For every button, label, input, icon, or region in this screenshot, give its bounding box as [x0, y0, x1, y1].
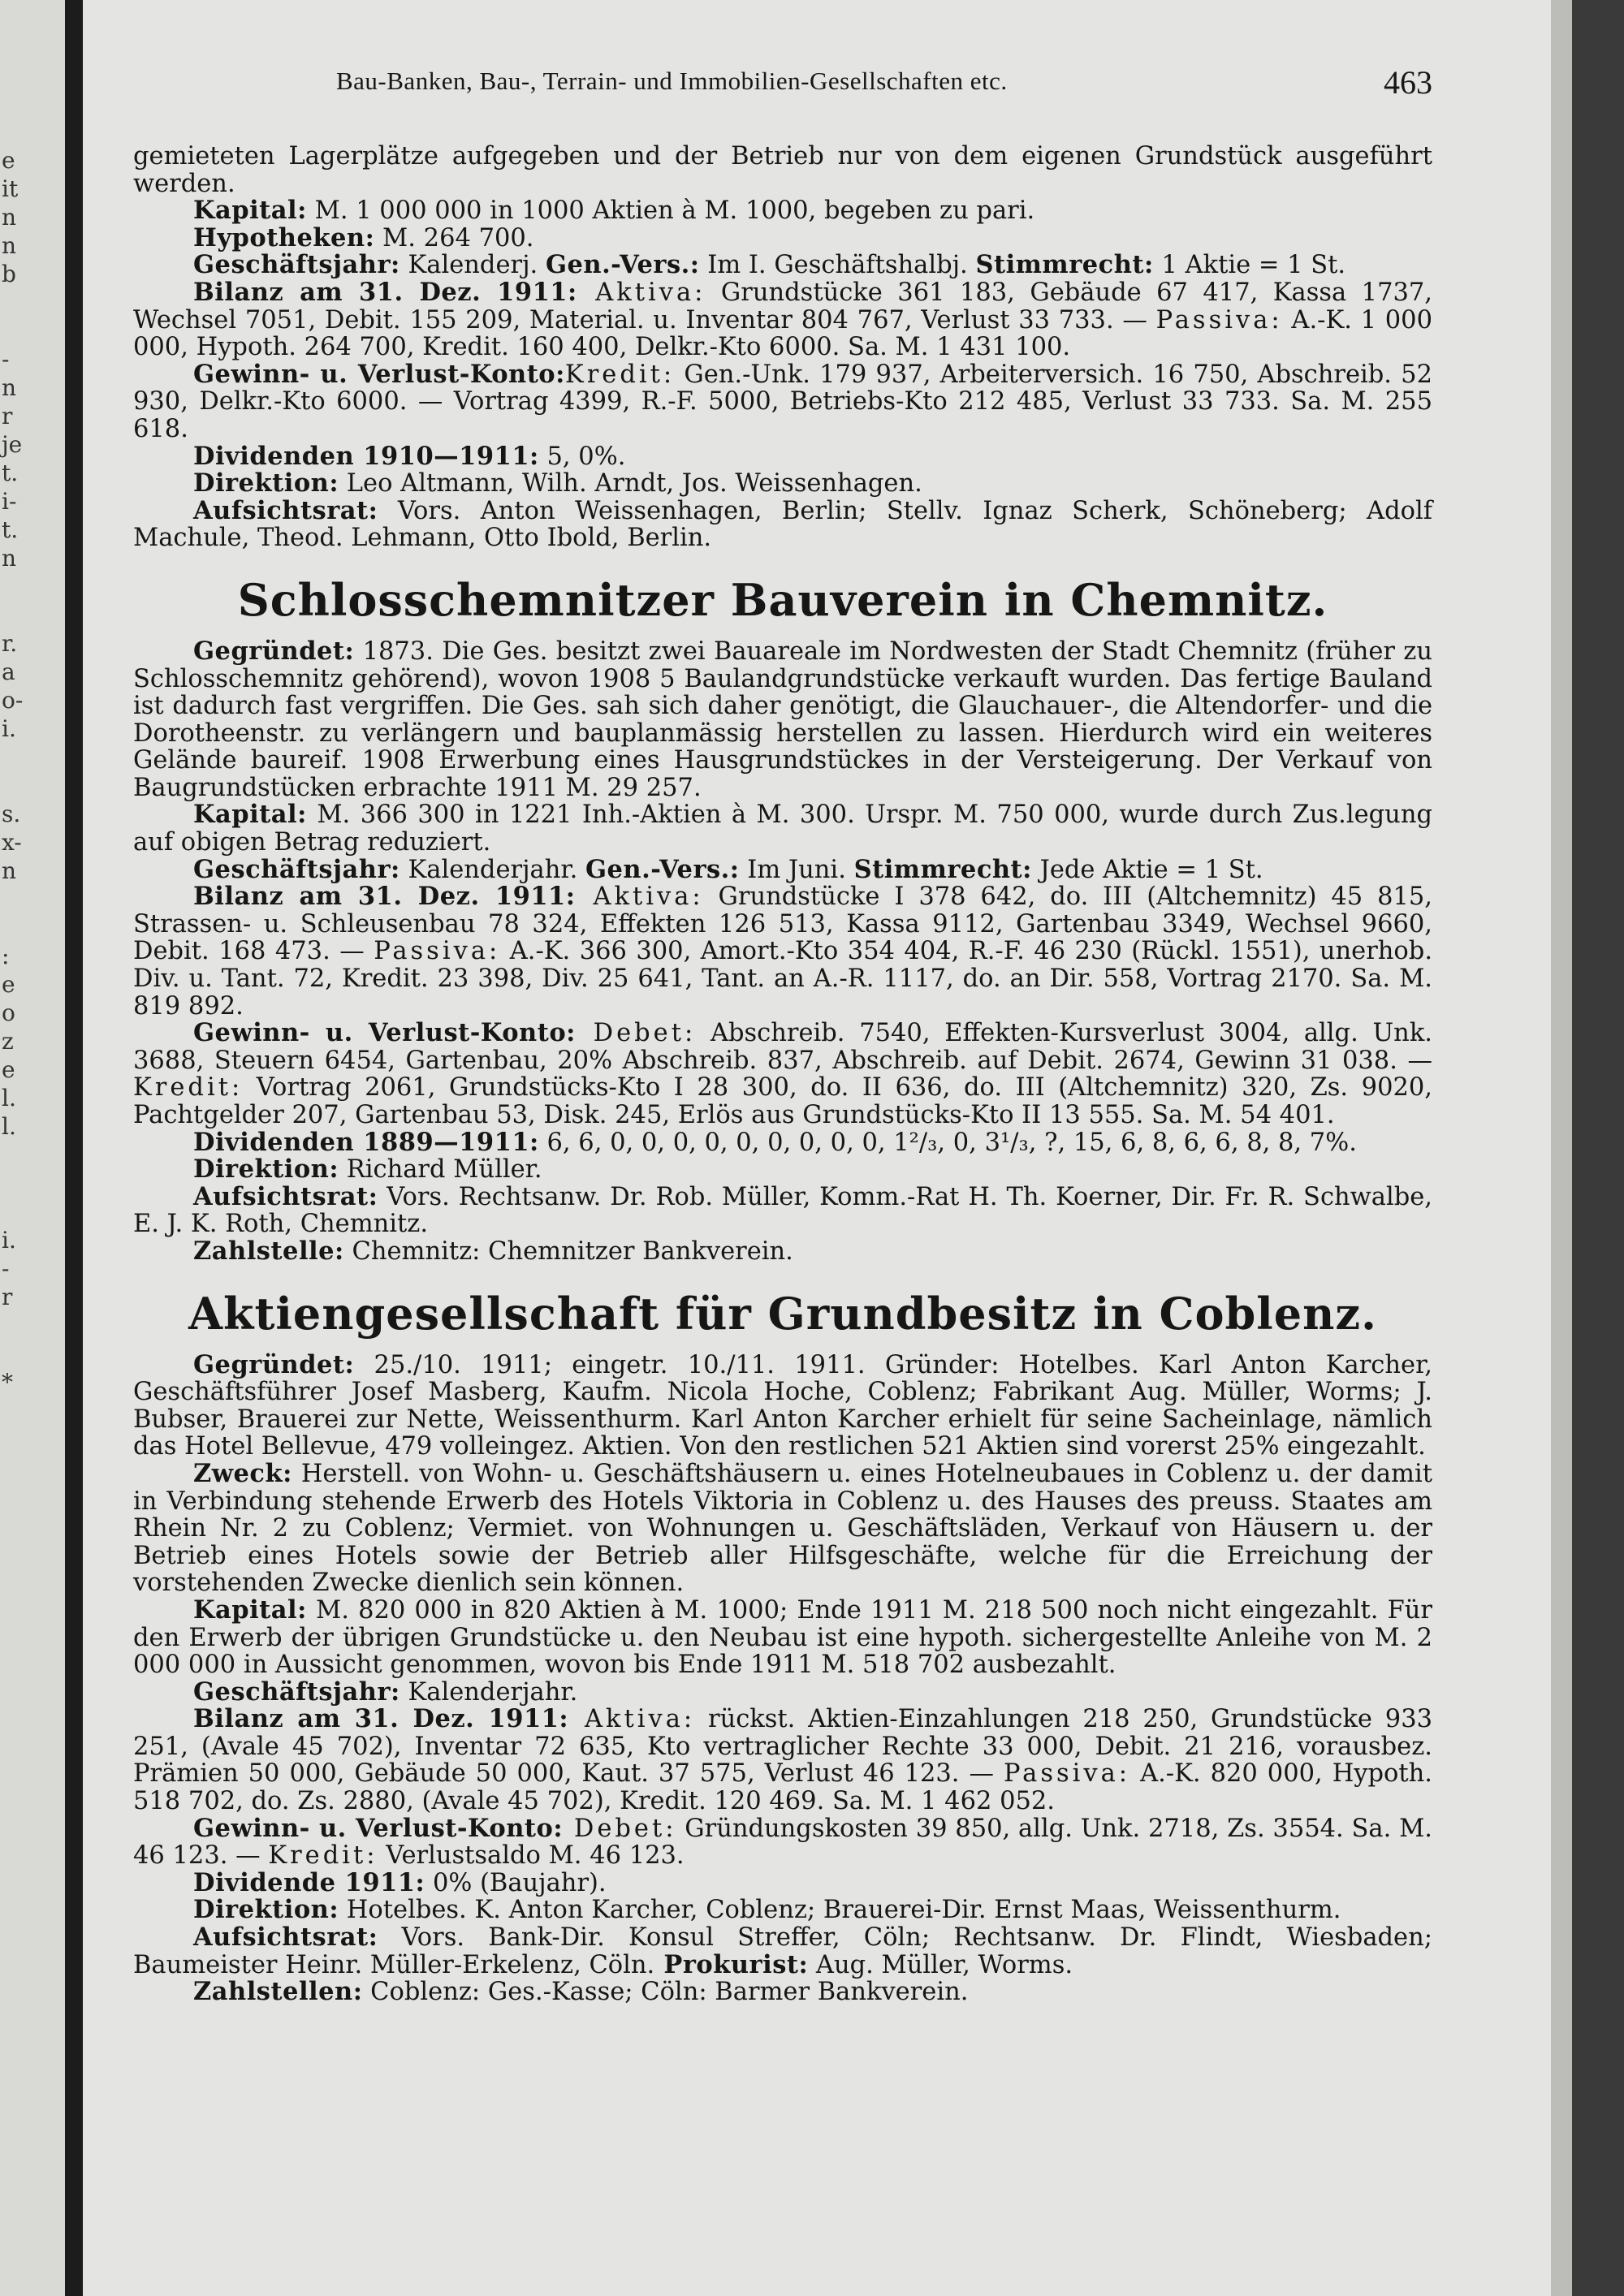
entry-label: Bilanz am 31. Dez. 1911:	[193, 882, 576, 912]
entry-label: Hypotheken:	[193, 222, 375, 252]
entry-text: Im I. Geschäftshalbj.	[699, 251, 976, 280]
entry-paragraph	[133, 1181, 1432, 1239]
entry-text: Gen.-Unk. 179 937, Arbeiterversich. 16 750, Abschreib. 52 930, Delkr.-Kto 6000. —	[133, 360, 1432, 416]
entry-paragraph	[133, 495, 1432, 553]
company-title: Aktiengesellschaft für Grundbesitz in Coblenz.	[188, 1287, 1377, 1340]
entry-label: Aufsichtsrat:	[193, 495, 378, 525]
entry-label: Geschäftsjahr:	[193, 250, 400, 280]
entry-label: Prokurist:	[654, 1949, 809, 1979]
margin-fragment: l.	[2, 1085, 16, 1111]
account-side: Passiva:	[1155, 305, 1283, 334]
entry-paragraph	[133, 1349, 1432, 1461]
entry-label: Bilanz am 31. Dez. 1911:	[193, 277, 577, 307]
margin-fragment: n	[2, 857, 17, 884]
entry-text: M. 366 300 in 1221 Inh.-Aktien à M. 300. Urspr. M. 750 000, wurde durch Zus.legung auf obigen Betrag reduziert.	[133, 801, 1432, 857]
account-side: Aktiva:	[575, 883, 704, 912]
entry-text: Vors. Anton Weissenhagen, Berlin; Stellv. Ignaz Scherk, Schöneberg; Adolf Machule, Theod. Lehmann, Otto Ibold, Berlin.	[133, 496, 1432, 553]
margin-fragment: i.	[2, 1227, 16, 1254]
entry-text: Im Juni.	[739, 855, 854, 884]
entry-text: M. 820 000 in 820 Aktien à M. 1000; Ende 1911 M. 218 500 noch nicht eingezahlt. Für den Erwerb der übrigen Grundstücke u. den Neubau ist eine hypoth. sichergestellte Anleihe von M. 2 000 000 in Aussicht genommen, wovon bis Ende 1911 M. 518 702 ausbezahlt.	[133, 1595, 1432, 1680]
account-side: Kredit:	[268, 1841, 378, 1871]
margin-fragment	[0, 1169, 63, 1198]
margin-fragment: :	[2, 943, 10, 969]
account-side: Aktiva:	[568, 1705, 696, 1734]
scan-right-edge	[1551, 0, 1572, 2296]
entry-text: Jede Aktie = 1 St.	[1031, 855, 1263, 884]
margin-fragment: e	[2, 1056, 15, 1083]
entry-label: Aufsichtsrat:	[193, 1923, 378, 1953]
entry-label: Direktion:	[193, 468, 339, 498]
margin-fragment: t.	[2, 460, 19, 486]
page-number: 463	[1384, 64, 1432, 101]
entry-text: A.-K. 820 000, Hypoth. 518 702, do. Zs. 2880, (Avale 45 702), Kredit. 120 469. Sa. M. 1 462 052.	[133, 1759, 1433, 1816]
entry-text: Vors. Rechtsanw. Dr. Rob. Müller, Komm.-Rat H. Th. Koerner, Dir. Fr. R. Schwalbe, E. J. K. Roth, Chemnitz.	[133, 1182, 1432, 1239]
entry-paragraph	[133, 1679, 1432, 1707]
entry-paragraph	[133, 1897, 1432, 1924]
entry-paragraph	[133, 252, 1432, 279]
margin-fragment: je	[2, 431, 23, 458]
margin-fragment	[0, 1141, 63, 1169]
entry-label: Zahlstellen:	[193, 1977, 363, 2007]
account-side: Kredit:	[564, 360, 676, 389]
margin-fragment: s.	[2, 801, 21, 827]
account-side: Debet:	[575, 1019, 697, 1048]
entry-label: Direktion:	[193, 1895, 339, 1925]
entry-label: Gewinn- u. Verlust-Konto:	[193, 359, 565, 389]
account-side: Kredit:	[133, 1073, 244, 1103]
entry-text: M. 264 700.	[374, 223, 534, 252]
margin-fragment: x-	[2, 829, 22, 856]
margin-fragment: o-	[2, 687, 24, 714]
entry-paragraph	[133, 1129, 1432, 1157]
entry-label: Geschäftsjahr:	[193, 854, 400, 884]
entry-text: Grundstücke 361 183, Gebäude 67 417, Kassa 1737, Wechsel 7051, Debit. 155 209, Material. u. Inventar 804 767, Verlust 33 733. —	[133, 278, 1432, 334]
entry-label: Stimmrecht:	[853, 854, 1032, 884]
margin-fragment: n	[2, 232, 17, 259]
entry-paragraph	[133, 801, 1432, 856]
entry-text: Gründungskosten 39 850, allg. Unk. 2718, Zs. 3554. Sa. M. 46 123. —	[133, 1814, 1433, 1871]
entry-label: Bilanz am 31. Dez. 1911:	[193, 1704, 569, 1734]
entry-label: Kapital:	[193, 196, 307, 226]
entry-text: Abschreib. 7540, Effekten-Kursverlust 3004, allg. Unk. 3688, Steuern 6454, Gartenbau, 20% Abschreib. 837, Abschreib. auf Debit. 2674, Gewinn 31 038. —	[133, 1019, 1432, 1075]
margin-fragment: -	[2, 1255, 10, 1282]
account-side: Aktiva:	[577, 278, 706, 307]
entry-paragraph	[133, 222, 1432, 252]
entry-paragraph	[133, 883, 1432, 1020]
margin-fragment: *	[2, 1369, 13, 1396]
margin-fragment	[0, 601, 63, 629]
entry-text: Chemnitz: Chemnitzer Bankverein.	[343, 1236, 793, 1266]
entry-paragraph	[133, 1156, 1432, 1184]
company-title: Schlosschemnitzer Bauverein in Chemnitz.	[237, 573, 1328, 626]
entry-paragraph	[133, 197, 1432, 225]
entry-label: Direktion:	[193, 1154, 339, 1185]
entry-paragraph	[133, 1924, 1432, 1979]
entry-text: Kalenderjahr.	[400, 1677, 578, 1707]
margin-fragment: a	[2, 658, 15, 685]
entry-paragraph	[133, 470, 1432, 498]
account-side: Passiva:	[1004, 1759, 1131, 1789]
entry-text: rückst. Aktien-Einzahlungen 218 250, Grundstücke 933 251, (Avale 45 702), Inventar 72 635, Kto vertraglicher Rechte 33 000, Debit. 21 216, vorausbez. Prämien 50 000, Gebäude 50 000, Kaut. 37 575, Verlust 46 123. —	[133, 1705, 1432, 1789]
entry-text: Vors. Bank-Dir. Konsul Streffer, Cöln; Rechtsanw. Dr. Flindt, Wiesbaden; Baumeister Heinr. Müller-Erkelenz, Cöln.	[133, 1923, 1432, 1979]
margin-fragment: l.	[2, 1113, 16, 1140]
page-body	[133, 143, 1432, 2006]
running-head: Bau-Banken, Bau-, Terrain- und Immobilien-Gesellschaften etc.	[336, 67, 1008, 95]
entry-text: Kalenderj.	[400, 251, 546, 280]
margin-fragment: i-	[2, 488, 17, 515]
entry-label: Dividende 1911:	[193, 1867, 425, 1897]
entry-text: 6, 6, 0, 0, 0, 0, 0, 0, 0, 0, 0, 1²/₃, 0, 3¹/₃, ?, 15, 6, 8, 6, 6, 8, 8, 7%.	[538, 1128, 1357, 1157]
entry-text: Leo Altmann, Wilh. Arndt, Jos. Weissenhagen.	[339, 469, 922, 498]
margin-fragment	[0, 885, 63, 913]
margin-fragment	[0, 743, 63, 771]
entry-text: 0% (Baujahr).	[425, 1868, 607, 1897]
entry-text: A.-K. 1 000 000, Hypoth. 264 700, Kredit. 160 400, Delkr.-Kto 6000. Sa. M. 1 431 100.	[133, 305, 1432, 362]
margin-fragment	[0, 1311, 63, 1340]
margin-fragment: r.	[2, 630, 18, 657]
entry-paragraph	[133, 1706, 1432, 1815]
entry-paragraph	[133, 143, 1432, 197]
margin-fragment: i.	[2, 715, 16, 742]
entry-paragraph	[133, 1979, 1432, 2006]
entry-label: Dividenden 1889—1911:	[193, 1127, 539, 1157]
page	[133, 58, 1432, 2251]
margin-fragment	[0, 771, 63, 800]
margin-fragment: it	[2, 175, 19, 202]
margin-fragment: n	[2, 374, 17, 401]
entry-paragraph	[133, 1238, 1432, 1266]
entry-text: gemieteten Lagerplätze aufgegeben und der Betrieb nur von dem eigenen Grundstück ausgeführt werden.	[133, 142, 1432, 198]
entry-label: Zahlstelle:	[193, 1236, 344, 1266]
entry-paragraph	[133, 1597, 1432, 1679]
previous-page-edge	[0, 146, 63, 1770]
entry-text: 25./10. 1911; eingetr. 10./11. 1911. Gründer: Hotelbes. Karl Anton Karcher, Geschäftsführer Josef Masberg, Kaufm. Nicola Hoche, Coblenz; Fabrikant Aug. Müller, Worms; J. Bubser, Brauerei zur Nette, Weissenthurm. Karl Anton Karcher erhielt für seine Sacheinlage, nämlich das Hotel Bellevue, 479 volleingez. Aktien. Von den restlichen 521 Aktien sind vorerst 25% eingezahlt.	[133, 1350, 1432, 1461]
entry-paragraph	[133, 1867, 1432, 1897]
entry-paragraph	[133, 854, 1432, 884]
entry-label: Gewinn- u. Verlust-Konto:	[193, 1813, 564, 1843]
margin-fragment: r	[2, 1284, 13, 1310]
entry-label: Gewinn- u. Verlust-Konto:	[193, 1018, 576, 1048]
entry-label: Dividenden 1910—1911:	[193, 441, 539, 471]
account-side: Debet:	[563, 1814, 677, 1843]
margin-fragment	[0, 1198, 63, 1226]
entry-label: Gen.-Vers.:	[545, 250, 700, 280]
margin-fragment	[0, 913, 63, 942]
entry-text: A.-K. 366 300, Amort.-Kto 354 404, R.-F. 46 230 (Rückl. 1551), unerhob. Div. u. Tant. 72, Kredit. 23 398, Div. 25 641, Tant. an A.-R. 1117, do. an Dir. 558, Vortrag 2170. Sa. M. 819 892.	[133, 937, 1433, 1021]
entry-label: Kapital:	[193, 800, 307, 830]
margin-fragment	[0, 572, 63, 601]
entry-label: Kapital:	[193, 1595, 307, 1625]
margin-fragment	[0, 1340, 63, 1368]
entry-text: Richard Müller.	[339, 1155, 542, 1185]
margin-fragment: -	[2, 346, 10, 373]
entry-paragraph	[133, 279, 1432, 361]
entry-paragraph	[133, 638, 1432, 802]
entry-paragraph	[133, 443, 1432, 471]
entry-label: Aufsichtsrat:	[193, 1181, 378, 1211]
margin-fragment	[0, 317, 63, 345]
account-side: Passiva:	[374, 937, 501, 966]
entry-text: Grundstücke I 378 642, do. III (Altchemnitz) 45 815, Strassen- u. Schleusenbau 78 324, Effekten 126 513, Kassa 9112, Gartenbau 3349, Wechsel 9660, Debit. 168 473. —	[133, 883, 1432, 966]
entry-label: Stimmrecht:	[975, 250, 1154, 280]
entry-text: 1 Aktie = 1 St.	[1153, 251, 1346, 280]
entry-text: Vortrag 2061, Grundstücks-Kto I 28 300, do. II 636, do. III (Altchemnitz) 320, Zs. 9020, Pachtgelder 207, Gartenbau 53, Disk. 245, Erlös aus Grundstücks-Kto II 13 555. Sa. M. 54 401.	[133, 1073, 1432, 1129]
entry-text: Verlustsaldo M. 46 123.	[378, 1841, 685, 1871]
entry-text: Kalenderjahr.	[400, 855, 585, 884]
entry-text: Aug. Müller, Worms.	[808, 1950, 1073, 1979]
entry-label: Gegründet:	[193, 1349, 355, 1379]
margin-fragment: n	[2, 204, 17, 231]
entry-text: Herstell. von Wohn- u. Geschäftshäusern u. eines Hotelneubaues in Coblenz u. der damit in Verbindung stehende Erwerb des Hotels Viktoria in Coblenz u. des Hauses des preuss. Staates am Rhein Nr. 2 zu Coblenz; Vermiet. von Wohnungen u. Geschäftsläden, Verkauf von Häusern u. der Betrieb eines Hotels sowie der Betrieb aller Hilfsgeschäfte, welche für die Erreichung der vorstehenden Zwecke dienlich sein können.	[133, 1459, 1432, 1598]
entry-text: 1873. Die Ges. besitzt zwei Bauareale im Nordwesten der Stadt Chemnitz (früher zu Schlosschemnitz gehörend), wovon 1908 5 Baulandgrundstücke verkauft wurden. Das fertige Bauland ist dadurch fast vergriffen. Die Ges. sah sich daher genötigt, die Glauchauer-, die Altendorfer- und die Dorotheenstr. zu verlängern und bauplanmässig herstellen zu lassen. Hierdurch wird ein weiteres Gelände baureif. 1908 Erwerbung eines Hausgrundstückes in der Versteigerung. Der Verkauf von Baugrundstücken erbrachte 1911 M. 29 257.	[133, 637, 1432, 802]
scan-gutter	[65, 0, 83, 2296]
entry-paragraph	[133, 361, 1432, 443]
entry-label: Gen.-Vers.:	[585, 854, 740, 884]
margin-fragment: t.	[2, 516, 19, 543]
margin-fragment: b	[2, 261, 16, 287]
margin-fragment: e	[2, 147, 15, 174]
margin-fragment: r	[2, 403, 13, 429]
margin-fragment: n	[2, 545, 17, 572]
margin-fragment: o	[2, 999, 15, 1026]
entry-text: Coblenz: Ges.-Kasse; Cöln: Barmer Bankverein.	[362, 1978, 969, 2007]
entry-text: Hotelbes. K. Anton Karcher, Coblenz; Brauerei-Dir. Ernst Maas, Weissenthurm.	[339, 1896, 1341, 1925]
entry-paragraph	[133, 1815, 1432, 1870]
entry-label: Geschäftsjahr:	[193, 1677, 400, 1707]
margin-fragment	[0, 288, 63, 317]
scan-right-border	[1572, 0, 1624, 2296]
entry-label: Gegründet:	[193, 636, 355, 666]
entry-paragraph	[133, 1458, 1432, 1598]
entry-text: 5, 0%.	[538, 442, 626, 471]
entry-text: Vortrag 4399, R.-F. 5000, Betriebs-Kto 212 485, Verlust 33 733. Sa. M. 255 618.	[133, 387, 1432, 443]
page-header	[133, 58, 1432, 107]
entry-label: Zweck:	[193, 1458, 292, 1488]
margin-fragment: z	[2, 1028, 14, 1055]
entry-paragraph	[133, 1020, 1432, 1129]
margin-fragment: e	[2, 971, 15, 998]
entry-text: M. 1 000 000 in 1000 Aktien à M. 1000, begeben zu pari.	[306, 196, 1035, 226]
